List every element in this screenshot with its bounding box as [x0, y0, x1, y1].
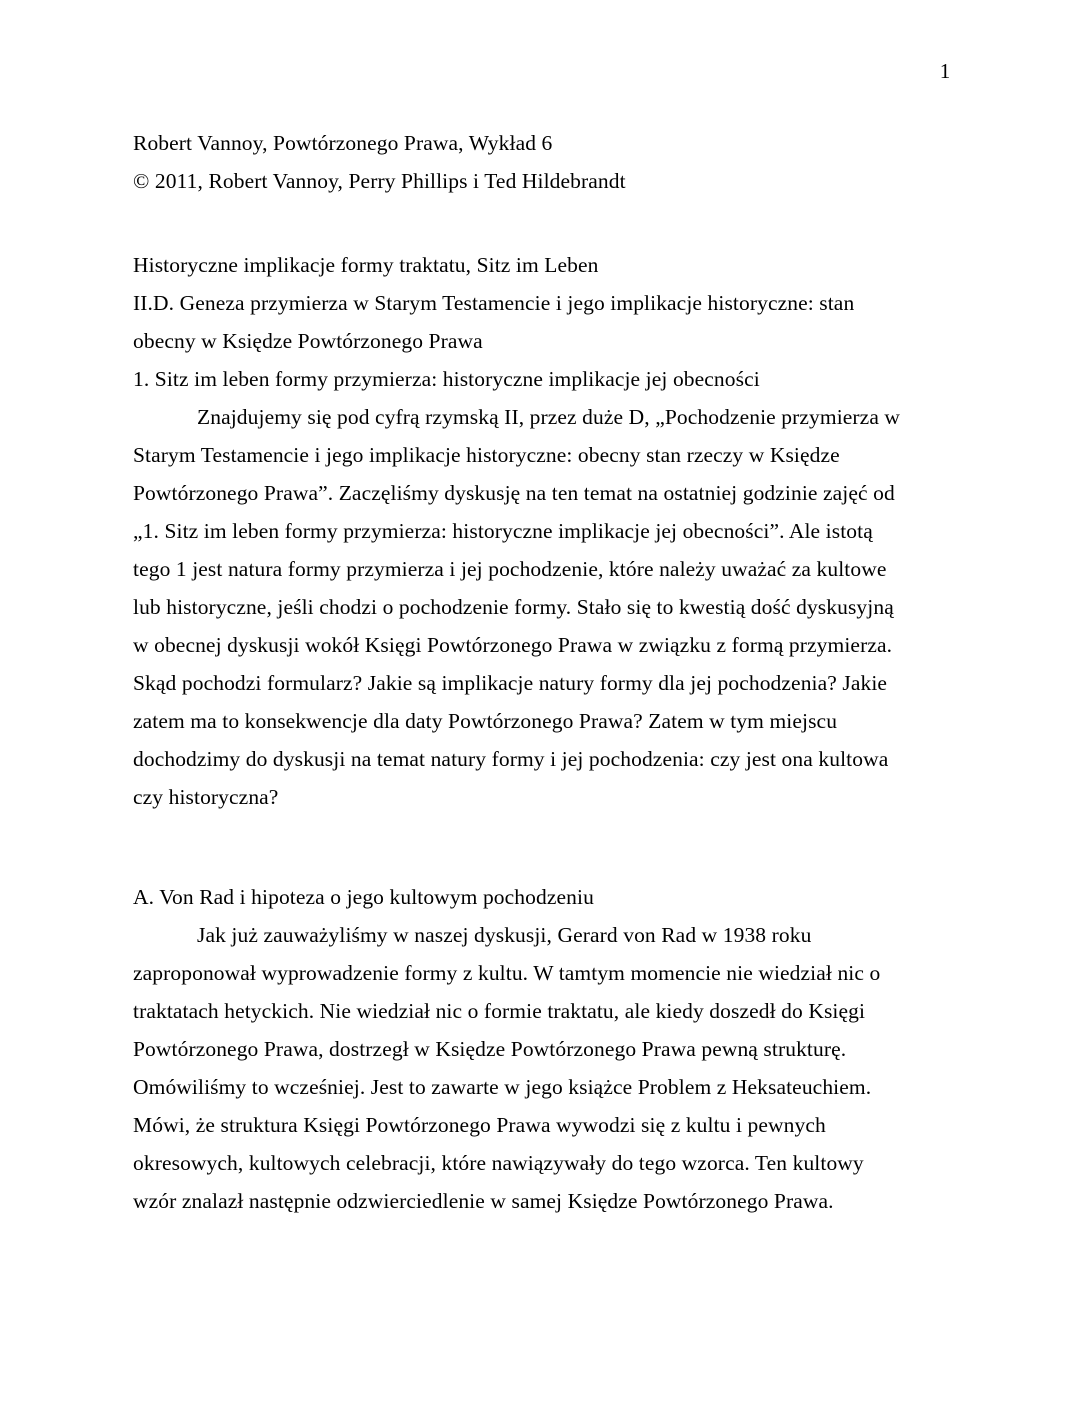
outline-line-1: Historyczne implikacje formy traktatu, Sitz im Leben — [133, 253, 599, 277]
header-copyright-line: © 2011, Robert Vannoy, Perry Phillips i Ted Hildebrandt — [133, 169, 626, 193]
outline-line-4: 1. Sitz im leben formy przymierza: historyczne implikacje jej obecności — [133, 367, 760, 391]
blank-line — [133, 200, 957, 246]
paragraph-2-line: Omówiliśmy to wcześniej. Jest to zawarte w jego książce Problem z Heksateuchiem. — [133, 1075, 872, 1099]
paragraph-1-line: „1. Sitz im leben formy przymierza: historyczne implikacje jej obecności”. Ale istotą — [133, 519, 873, 543]
paragraph-2-line: Powtórzonego Prawa, dostrzegł w Księdze Powtórzonego Prawa pewną strukturę. — [133, 1037, 847, 1061]
paragraph-2-line: Mówi, że struktura Księgi Powtórzonego Prawa wywodzi się z kultu i pewnych — [133, 1113, 826, 1137]
paragraph-1-line: w obecnej dyskusji wokół Księgi Powtórzonego Prawa w związku z formą przymierza. — [133, 633, 893, 657]
paragraph-2-line: okresowych, kultowych celebracji, które nawiązywały do tego wzorca. Ten kultowy — [133, 1151, 864, 1175]
paragraph-1-line: tego 1 jest natura formy przymierza i jej pochodzenie, które należy uważać za kultowe — [133, 557, 887, 581]
paragraph-1-line: Powtórzonego Prawa”. Zaczęliśmy dyskusję na ten temat na ostatniej godzinie zajęć od — [133, 481, 895, 505]
header-title-line: Robert Vannoy, Powtórzonego Prawa, Wykład 6 — [133, 131, 553, 155]
outline-line-2: II.D. Geneza przymierza w Starym Testamencie i jego implikacje historyczne: stan — [133, 291, 855, 315]
paragraph-1-line: zatem ma to konsekwencje dla daty Powtórzonego Prawa? Zatem w tym miejscu — [133, 709, 838, 733]
paragraph-2-line: zaproponował wyprowadzenie formy z kultu. W tamtym momencie nie wiedział nic o — [133, 961, 881, 985]
outline-line-3: obecny w Księdze Powtórzonego Prawa — [133, 329, 483, 353]
paragraph-1-line: Starym Testamencie i jego implikacje historyczne: obecny stan rzeczy w Księdze — [133, 443, 840, 467]
paragraph-1-line: czy historyczna? — [133, 785, 279, 809]
page-number: 1 — [939, 59, 951, 83]
blank-line — [133, 816, 957, 878]
paragraph-2-line: traktatach hetyckich. Nie wiedział nic o formie traktatu, ale kiedy doszedł do Księgi — [133, 999, 866, 1023]
paragraph-1-line: Skąd pochodzi formularz? Jakie są implikacje natury formy dla jej pochodzenia? Jakie — [133, 671, 888, 695]
paragraph-1-line: lub historyczne, jeśli chodzi o pochodzenie formy. Stało się to kwestią dość dyskusyjną — [133, 595, 894, 619]
document-body — [133, 124, 957, 1220]
paragraph-1-line: dochodzimy do dyskusji na temat natury formy i jej pochodzenia: czy jest ona kultowa — [133, 747, 889, 771]
paragraph-1-line: Znajdujemy się pod cyfrą rzymską II, przez duże D, „Pochodzenie przymierza w — [197, 405, 901, 429]
section-a-heading: A. Von Rad i hipoteza o jego kultowym pochodzeniu — [133, 885, 594, 909]
paragraph-2-line: wzór znalazł następnie odzwierciedlenie w samej Księdze Powtórzonego Prawa. — [133, 1189, 834, 1213]
paragraph-2-line: Jak już zauważyliśmy w naszej dyskusji, Gerard von Rad w 1938 roku — [197, 923, 812, 947]
